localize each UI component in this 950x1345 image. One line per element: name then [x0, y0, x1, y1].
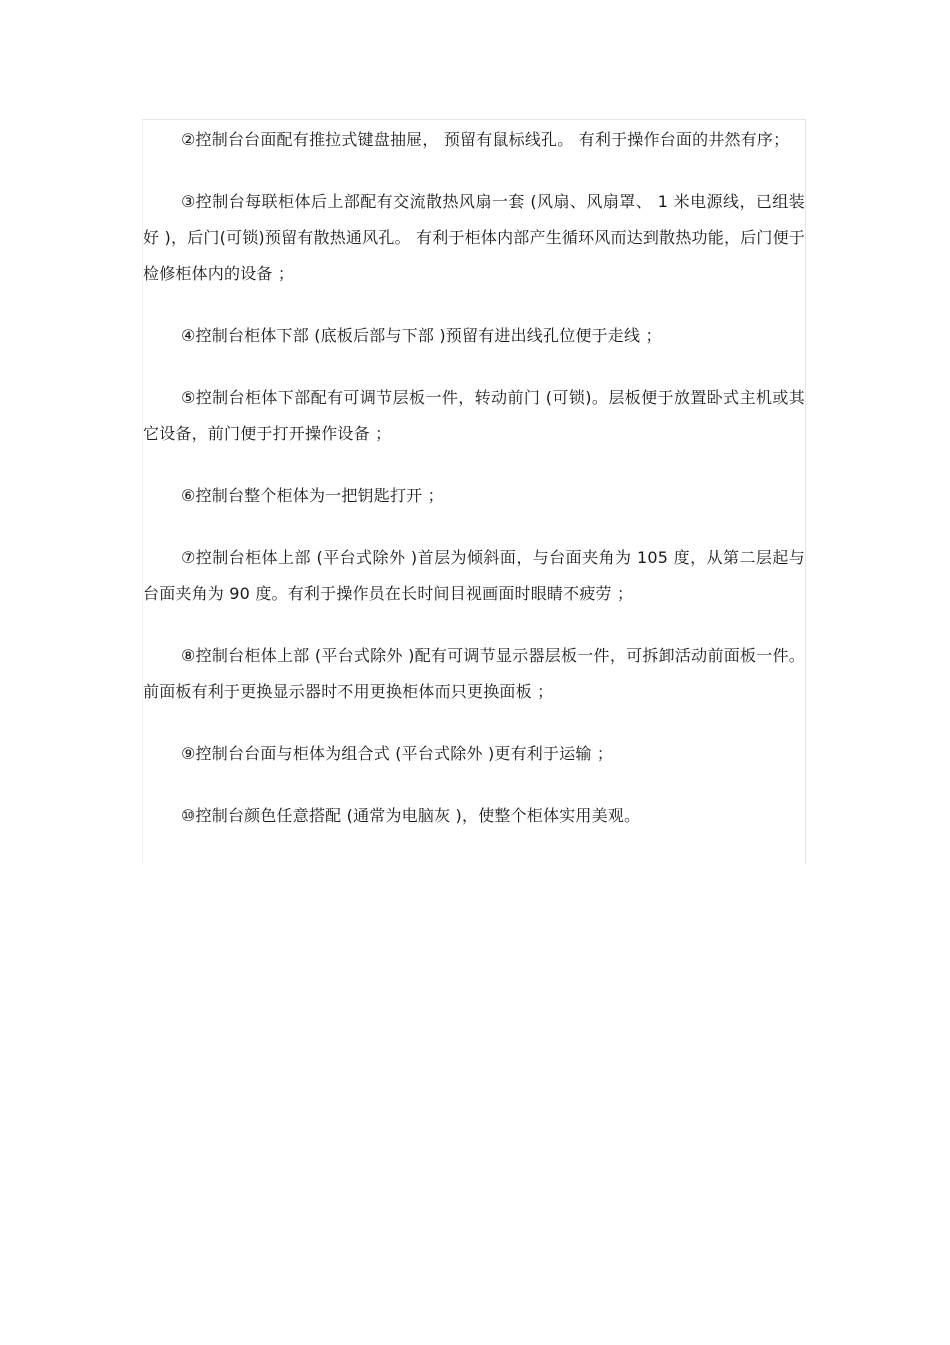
- paragraph-item-9: ⑨控制台台面与柜体为组合式 (平台式除外 )更有利于运输 ；: [181, 744, 614, 763]
- paragraph-item-6: ⑥控制台整个柜体为一把钥匙打开 ；: [181, 486, 444, 505]
- paragraph-item-5: ⑤控制台柜体下部配有可调节层板一件，转动前门 (可锁)。层板便于放置卧式主机或其它设备，前门便于打开操作设备 ；: [143, 388, 805, 443]
- paragraph-item-2: ②控制台台面配有推拉式键盘抽屉， 预留有鼠标线孔。 有利于操作台面的井然有序；: [181, 130, 790, 149]
- paragraph-item-3: ③控制台每联柜体后上部配有交流散热风扇一套 (风扇、风扇罩、 1 米电源线，已组装好 )，后门(可锁)预留有散热通风孔。 有利于柜体内部产生循环风而达到散热功能，后门便于检修柜体内的设备 ；: [143, 192, 805, 283]
- paragraph-item-10: ⑩控制台颜色任意搭配 (通常为电脑灰 )，使整个柜体实用美观。: [181, 806, 641, 825]
- paragraph-item-7: ⑦控制台柜体上部 (平台式除外 )首层为倾斜面，与台面夹角为 105 度，从第二层起与台面夹角为 90 度。有利于操作员在长时间目视画面时眼睛不疲劳 ；: [143, 548, 805, 603]
- paragraph-item-4: ④控制台柜体下部 (底板后部与下部 )预留有进出线孔位便于走线 ；: [181, 326, 662, 345]
- paragraph-item-8: ⑧控制台柜体上部 (平台式除外 )配有可调节显示器层板一件，可拆卸活动前面板一件。前面板有利于更换显示器时不用更换柜体而只更换面板 ；: [143, 646, 805, 701]
- document-body: [143, 122, 805, 834]
